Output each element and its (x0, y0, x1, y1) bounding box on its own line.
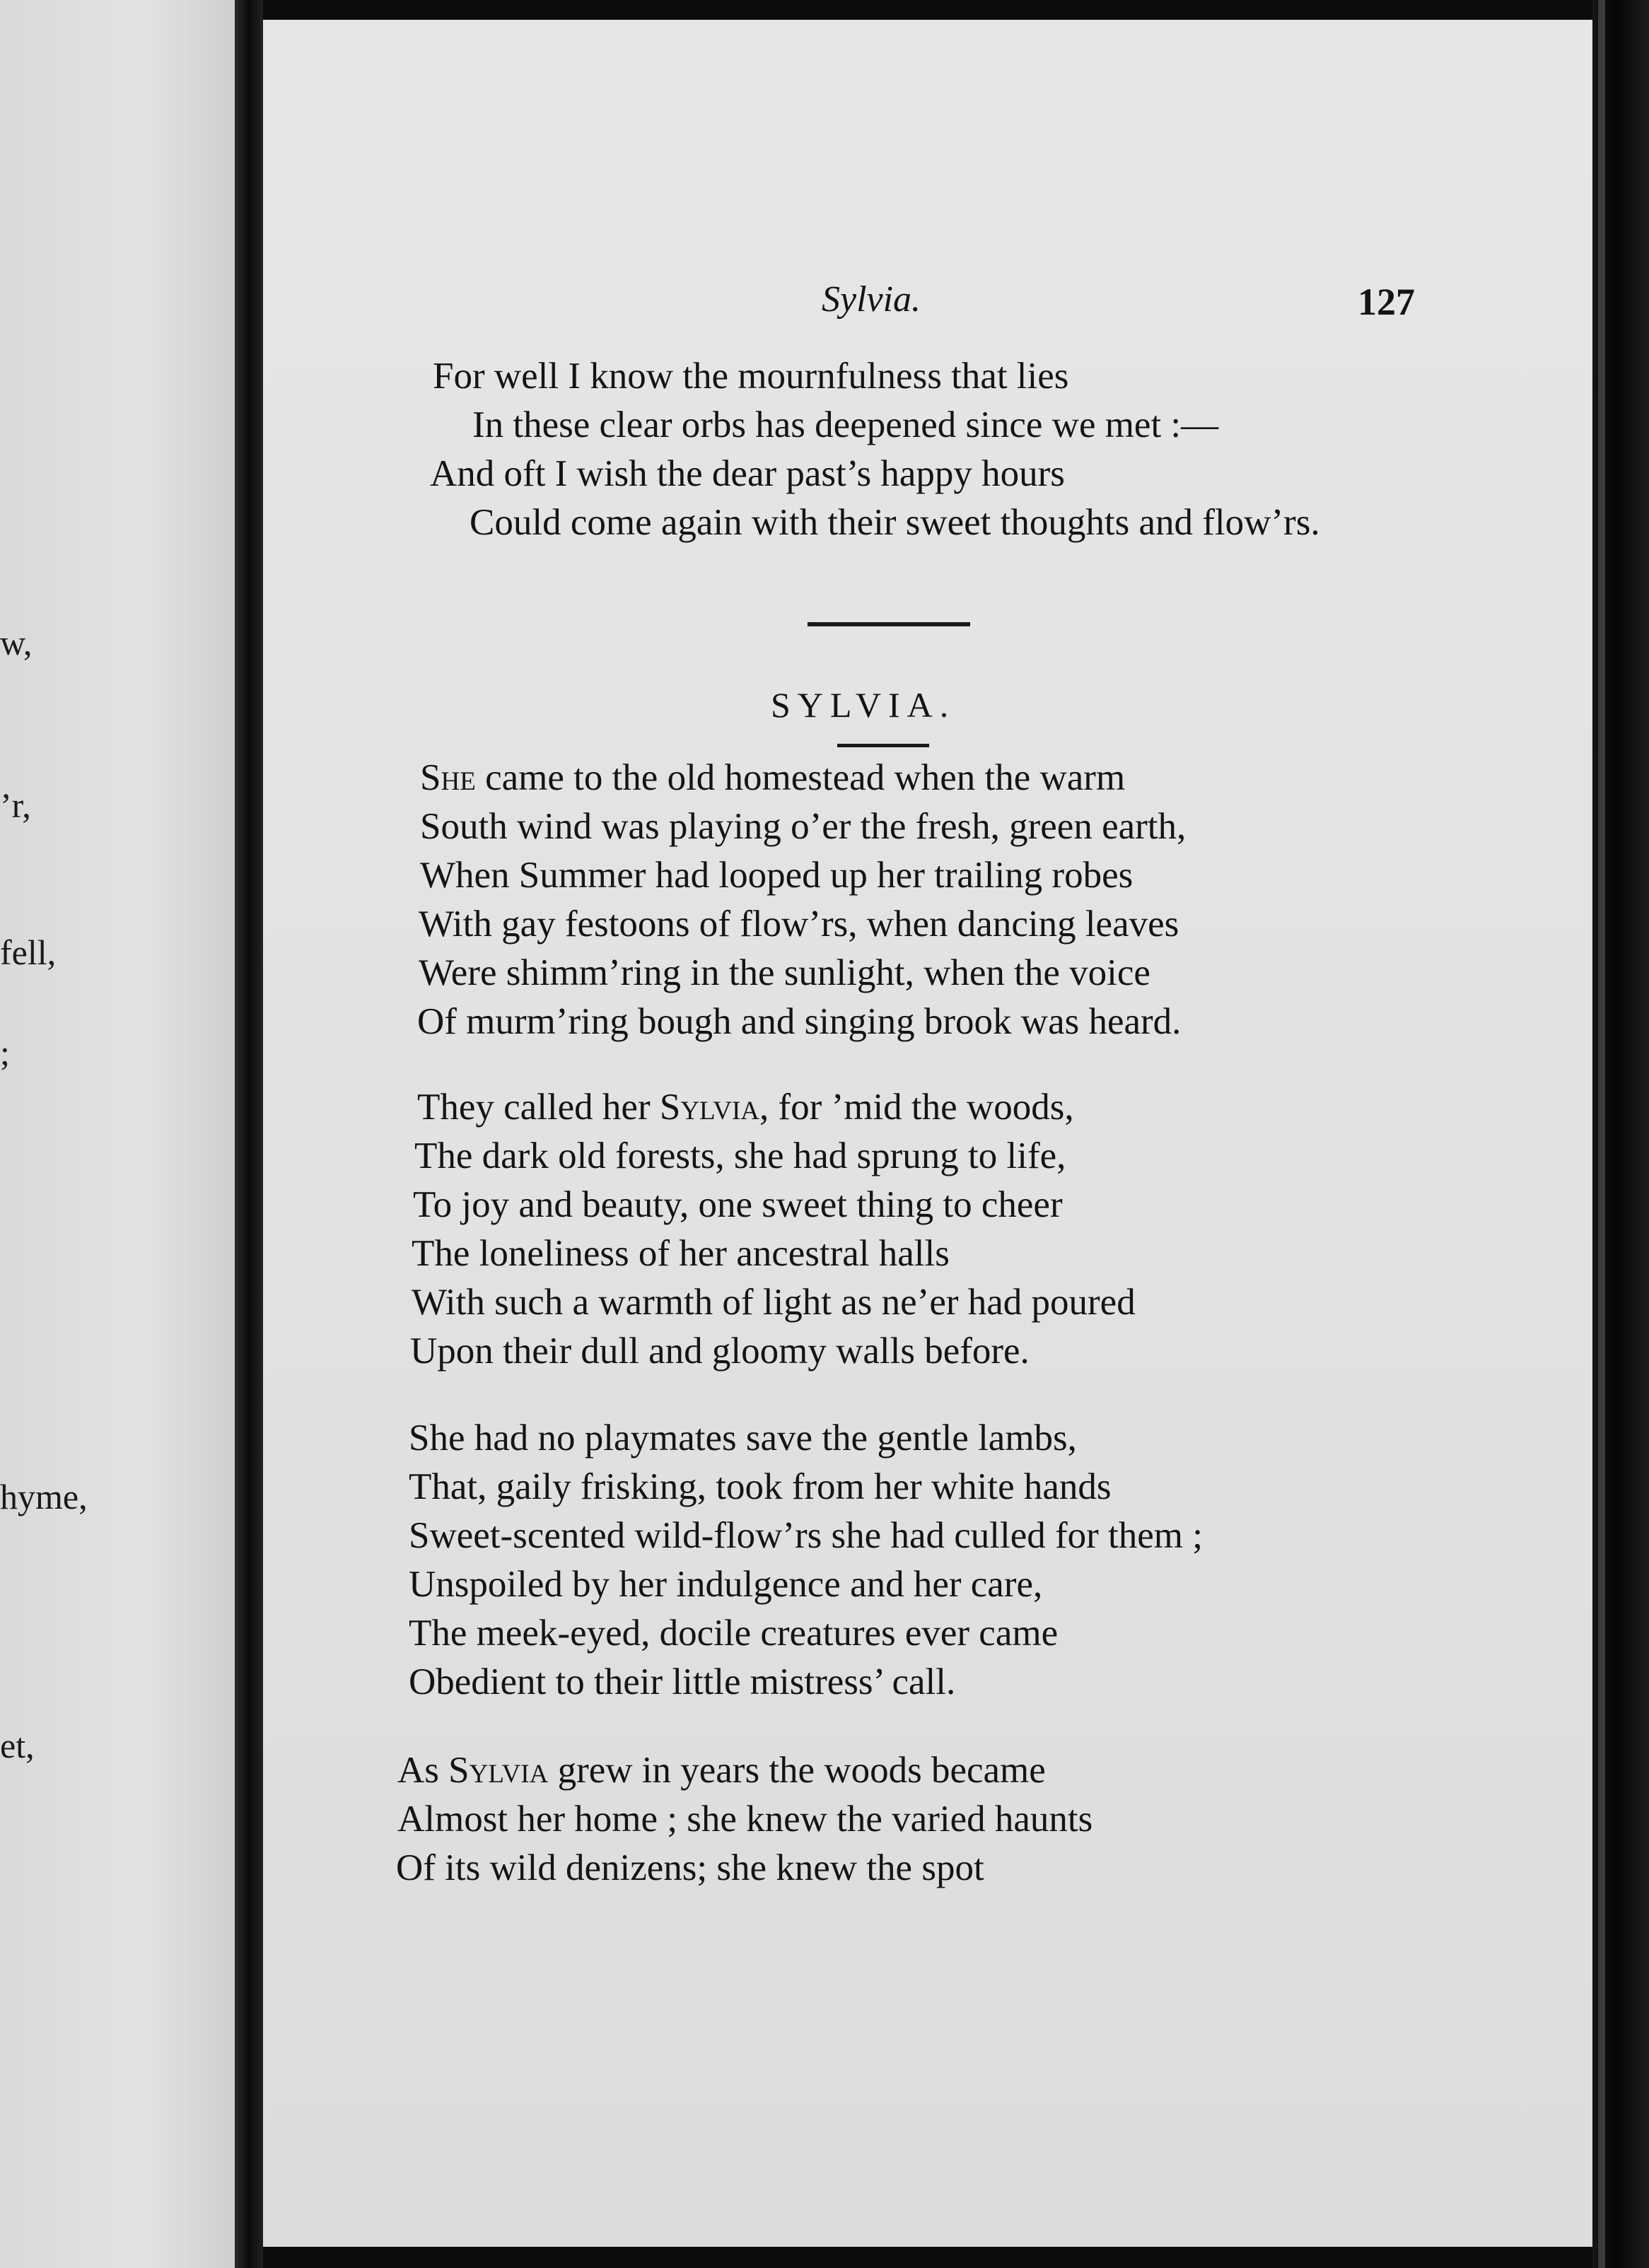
page-header (263, 279, 1592, 328)
poem-line: Sweet-scented wild-flow’rs she had culled for them ; (409, 1515, 1203, 1556)
title-underline (837, 744, 929, 747)
poem-line: Obedient to their little mistress’ call. (409, 1661, 956, 1702)
poem-line (263, 754, 1592, 802)
page-number: 127 (1358, 281, 1415, 323)
poem-line: For well I know the mournfulness that lies (433, 356, 1069, 397)
book-gutter (235, 0, 263, 2268)
stanza-1 (263, 754, 1592, 1046)
poem-line: Unspoiled by her indulgence and her care, (409, 1564, 1043, 1605)
book-page (263, 20, 1592, 2247)
poem-line (263, 1083, 1592, 1132)
poem-line: In these clear orbs has deepened since we met :— (472, 404, 1219, 445)
drop-word: She (420, 757, 476, 798)
poem-line-text: As (397, 1750, 449, 1791)
name-sylvia: Sylvia (448, 1750, 549, 1791)
section-divider (808, 622, 970, 626)
left-page-fragment: ; (0, 1033, 10, 1072)
previous-poem-ending (263, 352, 1592, 547)
poem-line: With gay festoons of flow’rs, when dancing leaves (419, 904, 1179, 945)
poem-line: That, gaily frisking, took from her white hands (409, 1466, 1112, 1507)
stanza-2 (263, 1083, 1592, 1376)
page-edge-strip (1598, 0, 1605, 2268)
running-head: Sylvia. (822, 279, 921, 320)
left-page-fragment: w, (0, 623, 33, 662)
poem-line: The dark old forests, she had sprung to life, (414, 1135, 1066, 1176)
poem-line-text: , for ’mid the woods, (759, 1087, 1074, 1128)
poem-line: Were shimm’ring in the sunlight, when the voice (419, 952, 1150, 993)
poem-line: When Summer had looped up her trailing robes (420, 855, 1134, 896)
poem-line: Upon their dull and gloomy walls before. (410, 1331, 1030, 1372)
poem-line: South wind was playing o’er the fresh, green earth, (420, 806, 1187, 847)
left-page-fragment: et, (0, 1726, 35, 1765)
left-page-fragment: hyme, (0, 1477, 88, 1516)
poem-line (263, 1746, 1592, 1795)
poem-line: She had no playmates save the gentle lambs, (409, 1418, 1077, 1459)
poem-line: To joy and beauty, one sweet thing to cheer (413, 1184, 1063, 1225)
stanza-4 (263, 1746, 1592, 1893)
poem-line: Of murm’ring bough and singing brook was heard. (417, 1001, 1182, 1042)
poem-line: Of its wild denizens; she knew the spot (396, 1847, 984, 1888)
poem-line-text: came to the old homestead when the warm (475, 757, 1126, 798)
poem-line-text: grew in years the woods became (548, 1750, 1046, 1791)
left-page-fragment: fell, (0, 933, 57, 972)
poem-line: The meek-eyed, docile creatures ever came (409, 1613, 1059, 1654)
previous-page-edge (0, 0, 235, 2268)
poem-line: Could come again with their sweet thoughts and flow’rs. (470, 502, 1320, 543)
poem-title: SYLVIA. (771, 685, 956, 725)
left-page-fragment: ’r, (0, 785, 31, 825)
stanza-3 (263, 1414, 1592, 1707)
poem-line: The loneliness of her ancestral halls (412, 1233, 950, 1274)
poem-line-text: They called her (417, 1087, 660, 1128)
name-sylvia: Sylvia (659, 1087, 760, 1128)
poem-line: And oft I wish the dear past’s happy hours (430, 453, 1065, 494)
poem-line: Almost her home ; she knew the varied haunts (397, 1799, 1093, 1840)
poem-line: With such a warmth of light as ne’er had poured (412, 1282, 1136, 1323)
